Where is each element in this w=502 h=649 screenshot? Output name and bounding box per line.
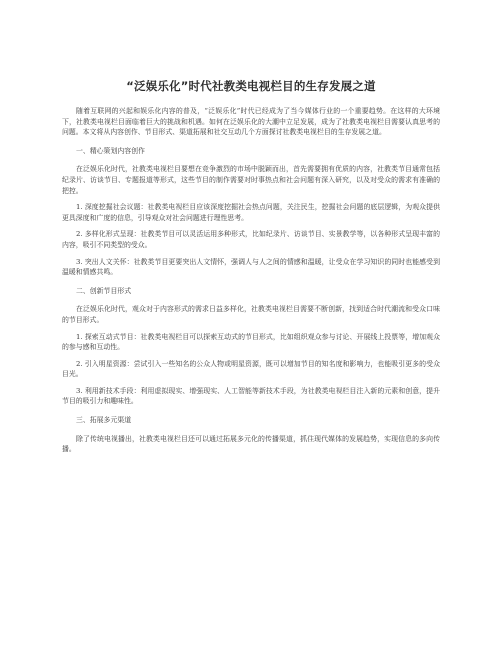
list-item: 3. 利用新技术手段：利用虚拟现实、增强现实、人工智能等新技术手段，为社教类电视栏目注入新的元素和创意，提升节目的吸引力和趣味性。 bbox=[62, 386, 440, 406]
section-heading-3: 三、拓展多元渠道 bbox=[76, 416, 132, 425]
list-item: 1. 探索互动式节目：社教类电视栏目可以探索互动式的节目形式，比如组织观众参与讨论、开展线上投票等，增加观众的参与感和互动性。 bbox=[62, 332, 440, 352]
document-title: “泛娱乐化”时代社教类电视栏目的生存发展之道 bbox=[126, 79, 376, 93]
section-lead-2: 在泛娱乐化时代，观众对于内容形式的需求日益多样化，社教类电视栏目需要不断创新，找到适合时代潮流和受众口味的节目形式。 bbox=[62, 305, 440, 324]
list-item: 3. 突出人文关怀：社教类节目更要突出人文情怀，强调人与人之间的情感和温暖，让受众在学习知识的同时也能感受到温暖和情感共鸣。 bbox=[62, 257, 440, 277]
section-heading-2: 二、创新节目形式 bbox=[76, 286, 132, 295]
list-item: 1. 深度挖掘社会议题：社教类电视栏目应该深度挖掘社会热点问题，关注民生，挖掘社会问题的底层逻辑，为观众提供更具深度和广度的信息，引导观众对社会问题进行理性思考。 bbox=[62, 203, 440, 222]
intro-paragraph: 随着互联网的兴起和娱乐化内容的普及，“泛娱乐化”时代已经成为了当今媒体行业的一个重要趋势。在这样的大环境下，社教类电视栏目面临着巨大的挑战和机遇。如何在泛娱乐化的大潮中立足发展，成为了社教类电视栏目需要认真思考的问题。本文将从内容创作、节目形式、渠道拓展和社交互动几个方面探讨社教类电视栏目的生存发展之道。 bbox=[62, 107, 440, 137]
list-item: 2. 引入明星资源：尝试引入一些知名的公众人物或明星资源，既可以增加节目的知名度和影响力，也能吸引更多的受众目光。 bbox=[62, 359, 440, 379]
list-item: 2. 多样化形式呈现：社教类节目可以灵活运用多种形式，比如纪录片、访谈节目、实景教学等，以各种形式呈现丰富的内容，吸引不同类型的受众。 bbox=[62, 230, 440, 249]
document-page bbox=[62, 78, 440, 455]
section-lead-1: 在泛娱乐化时代，社教类电视栏目要想在竞争激烈的市场中脱颖而出，首先需要拥有优质的内容，社教类节目通常包括纪录片、访谈节目、专题报道等形式，这些节目的制作需要对时事热点和社会问题有深入研究，以及对受众的需求有准确的把控。 bbox=[62, 165, 440, 195]
section-heading-1: 一、精心策划内容创作 bbox=[76, 146, 145, 155]
section-lead-3: 除了传统电视播出，社教类电视栏目还可以通过拓展多元化的传播渠道，抓住现代媒体的发展趋势，实现信息的多向传播。 bbox=[62, 434, 440, 454]
